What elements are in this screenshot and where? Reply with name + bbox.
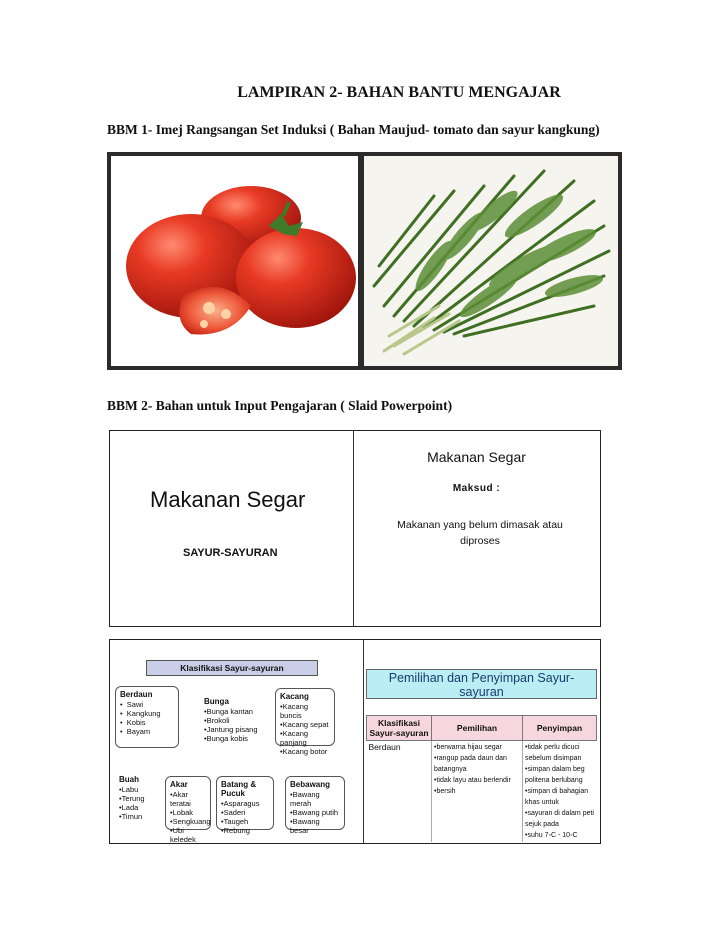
column-header: Klasifikasi Sayur-sayuran [367, 716, 432, 741]
list-item: •Kacang botor [280, 747, 328, 756]
bbm1-heading: BBM 1- Imej Rangsangan Set Induksi ( Bahan Maujud- tomato dan sayur kangkung) [107, 122, 600, 137]
table-header-row [367, 716, 597, 741]
table-cell-penyimpan [523, 741, 597, 843]
group-title: Berdaun [120, 690, 153, 699]
table-cell-category: Berdaun [367, 741, 432, 843]
slide-klasifikasi [109, 639, 601, 844]
group-batang-pucuk [216, 776, 274, 835]
list-item: •Kacang buncis [280, 702, 309, 720]
list-item: •Bawang putih [290, 808, 339, 817]
list-item: •bersih [434, 788, 456, 795]
list-item: •Akar teratai [170, 790, 191, 808]
list-item: •Timun [119, 812, 143, 821]
list-item: •simpan dalam beg politena berlubang [525, 766, 585, 784]
pemilihan-table [366, 715, 597, 842]
group-title: Batang & Pucuk [221, 780, 257, 798]
group-buah [115, 772, 157, 828]
photo-panel [107, 152, 622, 370]
list-item: •rangup pada daun dan batangnya [434, 755, 507, 773]
list-item: • Kangkung [120, 709, 161, 718]
group-title: Buah [119, 775, 139, 784]
maksud-label: Maksud : [452, 483, 501, 494]
list-item: •suhu 7◦C - 10◦C [525, 832, 578, 839]
list-item: •Sengkuang [170, 817, 211, 826]
list-item: •Asparagus [221, 799, 260, 808]
group-title: Bebawang [290, 780, 331, 789]
list-item: •Bunga kobis [204, 734, 248, 743]
klasifikasi-header: Klasifikasi Sayur-sayuran [146, 660, 318, 676]
list-item: • Sawi [120, 700, 144, 709]
group-title: Bunga [204, 697, 229, 706]
table-row [367, 741, 597, 843]
list-item: •sayuran di dalam peti sejuk pada [525, 810, 594, 828]
definition-text: Makanan yang belum dimasak atau diproses [397, 519, 563, 547]
list-item: •Saderi [221, 808, 246, 817]
list-item: •Lada [119, 803, 139, 812]
list-item: •Lobak [170, 808, 194, 817]
list-item: •Terung [119, 794, 145, 803]
kangkung-photo [364, 156, 618, 366]
document-title: LAMPIRAN 2- BAHAN BANTU MENGAJAR [237, 84, 561, 101]
list-item: •Kacang sepat [280, 720, 329, 729]
list-item: •berwarna hijau segar [434, 744, 502, 751]
pemilihan-header: Pemilihan dan Penyimpan Sayur-sayuran [366, 669, 597, 699]
list-item: •Brokoli [204, 716, 230, 725]
group-title: Kacang [280, 692, 309, 701]
group-akar [165, 776, 211, 844]
list-item: •Jantung pisang [204, 725, 258, 734]
list-item: •Labu [119, 785, 139, 794]
slide-left-title: Makanan Segar [150, 487, 306, 512]
slide-makanan-segar [109, 430, 601, 627]
list-item: •tidak perlu dicuci sebelum disimpan [525, 744, 582, 762]
group-bunga [200, 694, 274, 750]
group-bebawang [285, 776, 345, 835]
tomato-photo [111, 156, 358, 366]
column-header: Pemilihan [432, 716, 523, 741]
list-item: •Ubi keledek [170, 826, 196, 844]
list-item: •Kacang panjang [280, 729, 309, 747]
group-title: Akar [170, 780, 188, 789]
table-cell-pemilihan [432, 741, 523, 843]
list-item: •Bawang merah [290, 790, 320, 808]
list-item: •tidak layu atau berlendir [434, 777, 511, 784]
list-item: •Rebung [221, 826, 250, 835]
bbm2-heading: BBM 2- Bahan untuk Input Pengajaran ( Slaid Powerpoint) [107, 398, 453, 413]
group-kacang [275, 688, 335, 756]
list-item: •simpan di bahagian khas untuk [525, 788, 589, 806]
slide-right-title: Makanan Segar [427, 449, 526, 465]
slide-left-subtitle: SAYUR-SAYURAN [183, 547, 278, 559]
list-item: •Taugeh [221, 817, 249, 826]
list-item: •Bawang besar [290, 817, 320, 835]
slide-divider [363, 640, 364, 843]
list-item: • Kobis [120, 718, 146, 727]
list-item: • Bayam [120, 727, 151, 736]
group-berdaun [115, 686, 179, 748]
list-item: •Bunga kantan [204, 707, 253, 716]
column-header: Penyimpan [523, 716, 597, 741]
